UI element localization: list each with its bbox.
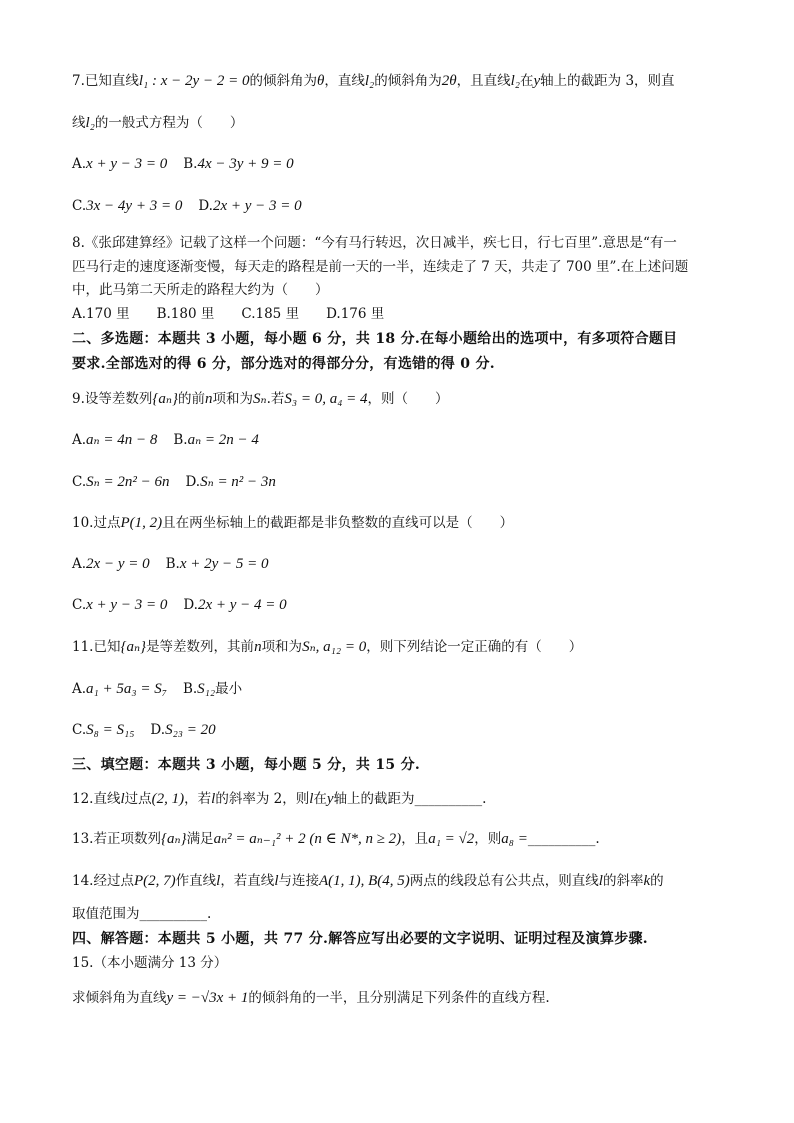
math: l [309,791,314,807]
q15-header: 15.（本小题满分 13 分） [72,955,228,971]
text: 7.已知直线 [72,73,139,89]
q15-stem [72,988,550,1008]
math: l [120,791,125,807]
text: 的一般式方程为（ ） [94,115,244,131]
option-label: D. [183,597,198,613]
option-label: C. [72,474,87,490]
q11-options-ab [72,679,242,699]
text: 项和为 [212,391,253,407]
q11-option-a [72,679,167,699]
option-math: S₁₂ [197,681,216,697]
text: 是等差数列，其前 [146,639,255,655]
q10-options-cd [72,595,287,615]
text: . [207,906,212,922]
text: 线 [72,115,86,131]
text: 9.设等差数列 [72,391,153,407]
q8-stem-line2: 匹马行走的速度逐渐变慢，每天走的路程是前一天的一半，连续走了 7 天，共走了 700 里”.在上述问题 [72,259,689,275]
text: 13.若正项数列 [72,831,161,847]
q7-stem-line1 [72,71,675,91]
math: P(2, 7) [133,873,176,889]
option-math: Sₙ = 2n² − 6n [86,474,170,490]
math: Sₙ [252,391,267,407]
text: ，若直线 [220,873,275,889]
text: .若 [266,391,285,407]
q7-option-d [198,196,301,216]
option-label: A. [72,681,87,697]
text: 的倾斜角的一半，且分别满足下列条件的直线方程. [248,990,550,1006]
text: ，若 [184,791,212,807]
option-math: S₈ = S₁₅ [86,722,135,738]
option-label: D. [185,474,201,490]
q7-option-c [72,196,182,216]
math: l [598,873,603,889]
option-math: Sₙ = n² − 3n [200,474,276,490]
math: l₂ [364,73,375,89]
math: n [254,639,262,655]
text: 两点的线段总有公共点，则直线 [409,873,599,889]
q7-options-ab [72,154,294,174]
math: {aₙ} [120,639,147,655]
option-label: A. [72,156,87,172]
text: 轴上的截距为 3，则直 [540,73,675,89]
math: a₈ = [501,831,528,847]
math: n [204,391,213,407]
q11-options-cd [72,720,216,740]
text: 的斜率为 2，则 [215,791,310,807]
q11-option-b [183,679,242,699]
math: {aₙ} [152,391,178,407]
math: A(1, 1), B(4, 5) [318,873,410,889]
text: 与连接 [278,873,319,889]
text: 在 [519,73,534,89]
answer-blank: __________ [139,906,207,922]
math: θ [316,73,325,89]
text: 满足 [186,831,214,847]
q11-option-d [150,720,215,740]
option-label: B. [173,432,188,448]
text: 的前 [177,391,205,407]
q14-stem-line2 [72,904,211,924]
math: k [643,873,651,889]
math: l₂ [85,115,95,131]
q12-stem [72,789,486,809]
q8-stem-line3: 中，此马第二天所走的路程大约为（ ） [72,282,329,298]
option-math: aₙ = 2n − 4 [187,432,259,448]
q8-options: A.170 里 B.180 里 C.185 里 D.176 里 [72,306,385,322]
text: 12.直线 [72,791,121,807]
math: aₙ² = aₙ₋₁² + 2 (n ∈ N*, n ≥ 2) [213,831,402,847]
option-math: 2x + y − 4 = 0 [197,597,287,613]
text: 的 [650,873,664,889]
option-label: D. [198,198,213,214]
answer-blank: __________ [414,791,483,807]
q9-options-ab [72,430,259,450]
text: 轴上的截距为 [333,791,415,807]
option-math: x + y − 3 = 0 [86,597,168,613]
text: 过点 [124,791,152,807]
q7-option-b [183,154,293,174]
math: Sₙ, a₁₂ = 0 [302,639,367,655]
math: a₁ = √2 [428,831,475,847]
math: l₂ [510,73,520,89]
text: 的倾斜角为 [374,73,442,89]
text: 14.经过点 [72,873,134,889]
math: P(1, 2) [120,515,163,531]
option-label: C. [72,198,87,214]
q10-option-d [183,595,286,615]
q10-option-a [72,554,150,574]
q10-option-b [166,554,269,574]
math: y [326,791,334,807]
text: 11.已知 [72,639,121,655]
text: ，则下列结论一定正确的有（ ） [366,639,583,655]
option-label: B. [165,556,180,572]
option-math: 4x − 3y + 9 = 0 [197,156,294,172]
option-math: 3x − 4y + 3 = 0 [86,198,183,214]
text: . [482,791,487,807]
math: 2θ [441,73,457,89]
option-math: a₁ + 5a₃ = S₇ [86,681,167,697]
option-math: aₙ = 4n − 8 [86,432,158,448]
option-math: 2x − y = 0 [86,556,150,572]
math: l₁ : x − 2y − 2 = 0 [138,73,250,89]
math: y = −√3x + 1 [166,990,249,1006]
q9-option-c [72,472,169,492]
q7-options-cd [72,196,302,216]
section2-heading-line1: 二、多选题：本题共 3 小题，每小题 6 分，共 18 分.在每小题给出的选项中，有多项符合题目 [72,331,678,347]
q10-options-ab [72,554,269,574]
option-math: 2x + y − 3 = 0 [212,198,302,214]
q9-option-b [173,430,259,450]
option-math: S₂₃ = 20 [165,722,216,738]
q11-stem [72,637,582,657]
option-label: C. [72,722,87,738]
q10-stem [72,513,513,533]
math: (2, 1) [151,791,185,807]
text: 项和为 [261,639,303,655]
q9-options-cd [72,472,276,492]
option-math: x + y − 3 = 0 [86,156,168,172]
option-label: A. [72,556,87,572]
math: S₃ = 0, a₄ = 4 [284,391,368,407]
text: 作直线 [175,873,217,889]
q10-option-c [72,595,167,615]
text: 在 [313,791,327,807]
text: ，直线 [324,73,365,89]
math: l [274,873,279,889]
q9-option-a [72,430,157,450]
option-label: C. [72,597,87,613]
text: ，且 [401,831,429,847]
text: ，则 [474,831,502,847]
math: y [533,73,541,89]
q7-option-a [72,154,167,174]
option-label: A. [72,432,87,448]
answer-blank: __________ [527,831,596,847]
q8-stem-line1: 8.《张邱建算经》记载了这样一个问题：“今有马行转迟，次日减半，疾七日，行七百里”.意思是“有一 [72,235,677,251]
text: ，则（ ） [367,391,449,407]
text: 的倾斜角为 [249,73,317,89]
section3-heading: 三、填空题：本题共 3 小题，每小题 5 分，共 15 分. [72,757,421,773]
text: . [595,831,600,847]
math: {aₙ} [160,831,187,847]
option-math: x + 2y − 5 = 0 [179,556,269,572]
q9-stem [72,389,449,409]
section2-heading-line2: 要求.全部选对的得 6 分，部分选对的得部分分，有选错的得 0 分. [72,356,495,372]
math: l [216,873,221,889]
text: 10.过点 [72,515,121,531]
text: 取值范围为 [72,906,140,922]
section4-heading: 四、解答题：本题共 5 小题，共 77 分.解答应写出必要的文字说明、证明过程及演算步骤. [72,931,648,947]
option-label: B. [182,681,198,697]
q11-option-c [72,720,134,740]
text: ，且直线 [456,73,511,89]
text: 且在两坐标轴上的截距都是非负整数的直线可以是（ ） [162,515,514,531]
text: 的斜率 [602,873,644,889]
text: 求倾斜角为直线 [72,990,167,1006]
math: l [211,791,216,807]
q7-stem-line2 [72,113,243,133]
option-text: 最小 [215,681,243,697]
q13-stem [72,829,600,849]
q14-stem-line1 [72,871,664,891]
option-label: D. [150,722,166,738]
option-label: B. [183,156,198,172]
q9-option-d [185,472,275,492]
